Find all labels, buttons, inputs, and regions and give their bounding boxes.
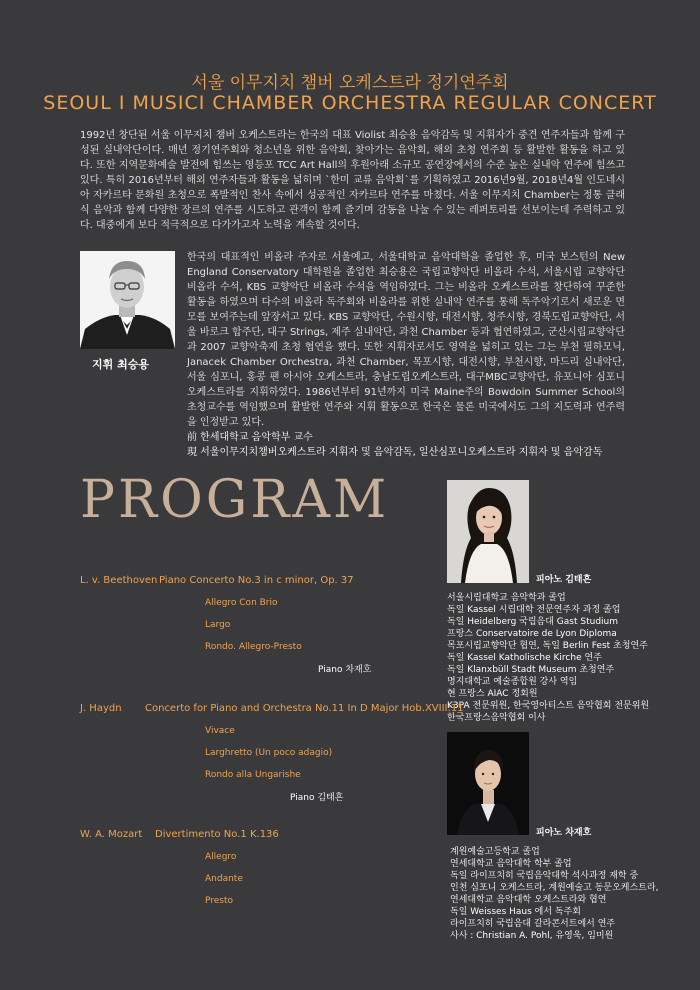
work-composer: L. v. Beethoven bbox=[80, 575, 158, 586]
pianist1-bio bbox=[447, 592, 682, 724]
work-title: Divertimento No.1 K.136 bbox=[155, 829, 279, 840]
pianist1-caption: 피아노 김태흔 bbox=[536, 575, 592, 585]
pianist2-photo bbox=[447, 732, 529, 835]
work-movement: Vivace bbox=[205, 726, 235, 736]
bio-line: 프랑스 Conservatoire de Lyon Diploma bbox=[447, 629, 617, 639]
bio-line: 인천 심포니 오케스트라, 계원예술고 동문오케스트라, bbox=[450, 883, 659, 893]
conductor-position-current: 現 서울이무지치챔버오케스트라 지휘자 및 음악감독, 일산심포니오케스트라 지휘자 및 음악감독 bbox=[187, 447, 603, 458]
program-heading: PROGRAM bbox=[80, 470, 390, 530]
bio-line: 한국프랑스음악협회 이사 bbox=[447, 713, 546, 723]
bio-line: 목포시립교향악단 협연, 독일 Berlin Fest 초청연주 bbox=[447, 641, 648, 651]
bio-line: 현 프랑스 AIAC 정회원 bbox=[447, 689, 538, 699]
conductor-caption: 지휘 최승용 bbox=[92, 358, 149, 371]
work-movement: Larghretto (Un poco adagio) bbox=[205, 748, 333, 758]
pianist2-caption: 피아노 차재호 bbox=[536, 828, 592, 838]
work-movement: Presto bbox=[205, 896, 234, 906]
conductor-bio bbox=[187, 250, 625, 460]
work-title: Concerto for Piano and Orchestra No.11 In D Major Hob.XVIII:11 bbox=[145, 703, 464, 714]
conductor-bio-text: 한국의 대표적인 비올라 주자로 서울예고, 서울대학교 음악대학을 졸업한 후, 미국 보스턴의 New England Conservatory 대학원을 졸업한 최승용은 국립교향악단 비올라 수석, 서울시립 교향악단 비올라 수석, KBS 교향악단 비올라 수석을 역임하였다. 그는 비올라 오케스트라를 창단하여 꾸준한 활동을 하였으며 다수의 비올라 독주회와 비올라를 위한 실내악 연주를 통해 독주악기로서 새로운 면모를 보여주는데 앞장서고 있다. KBS 교향악단, 수원시향, 대전시향, 청주시향, 경북도립교향악단, 서울 바로크 합주단, 대구 Strings, 제주 실내악단, 과천 Chamber 등과 협연하였고, 군산시립교향악단과 2007 교향악축제 초청 협연을 했다. 또한 지휘자로서도 영역을 넓히고 있는 그는 부천 필하모닉, Janacek Chamber Orchestra, 과천 Chamber, 목포시향, 대전시향, 부천시향, 마드리 실내악단, 서울 심포니, 홍콩 팬 아시아 오케스트라, 충남도립오케스트라, 대구MBC교향악단, 유포니아 심포니 오케스트라를 지휘하였다. 1986년부터 91년까지 미국 Maine주의 Bowdoin Summer School의 초청교수를 역임했으며 활발한 연주와 지휘 활동으로 한국은 물론 미국에서도 그의 지도력과 연주력을 인정받고 있다. bbox=[187, 252, 625, 428]
bio-line: 연세대학교 음악대학 학부 졸업 bbox=[450, 859, 572, 869]
concert-title-english: SEOUL I MUSICI CHAMBER ORCHESTRA REGULAR CONCERT bbox=[43, 92, 657, 114]
work-soloist: Piano 차재호 bbox=[318, 665, 372, 675]
bio-line: 사사 : Christian A. Pohl, 유영욱, 임미원 bbox=[450, 931, 614, 941]
work-movement: Allegro Con Brio bbox=[205, 598, 278, 608]
work-movement: Andante bbox=[205, 874, 243, 884]
work-movement: Allegro bbox=[205, 852, 237, 862]
work-title: Piano Concerto No.3 in c minor, Op. 37 bbox=[159, 575, 354, 586]
bio-line: 독일 라이프치히 국립음악대학 석사과정 재학 중 bbox=[450, 871, 639, 881]
bio-line: 독일 Weisses Haus 에서 독주회 bbox=[450, 907, 581, 917]
work-composer: J. Haydn bbox=[80, 703, 122, 714]
bio-line: 독일 Kassel Katholische Kirche 연주 bbox=[447, 653, 602, 663]
work-composer: W. A. Mozart bbox=[80, 829, 143, 840]
conductor-position-former: 前 한세대학교 음악학부 교수 bbox=[187, 432, 313, 443]
bio-line: 계원예술고등학교 졸업 bbox=[450, 847, 540, 857]
bio-line: 서울시립대학교 음악학과 졸업 bbox=[447, 593, 566, 603]
bio-line: 독일 Heidelberg 국립음대 Gast Studium bbox=[447, 617, 619, 627]
work-movement: Rondo. Allegro-Presto bbox=[205, 642, 302, 652]
bio-line: 독일 Kassel 시립대학 전문연주자 과정 졸업 bbox=[447, 605, 621, 615]
work-soloist: Piano 김태흔 bbox=[290, 793, 344, 803]
bio-line: 명지대학교 예술종합원 강사 역임 bbox=[447, 677, 578, 687]
orchestra-intro: 1992년 창단된 서울 이무지치 챔버 오케스트라는 한국의 대표 Violist 최승용 음악감독 및 지휘자가 중견 연주자들과 함께 구성된 실내악단이다. 매년 정기연주회와 청소년을 위한 음악회, 찾아가는 음악회, 해외 초청 연주회 등 활발한 활동을 하고 있다. 또한 지역문화예술 발전에 힘쓰는 영등포 TCC Art Hall의 후원아래 소규모 공연장에서의 수준 높은 실내악 연주에 힘쓰고 있다. 특히 2016년부터 해외 연주자들과 활동을 넓히며 `한미 교류 음악회`를 기획하였고 2016년9월, 2018년4월 인도네시아 자카르타 문화원 초청으로 폭발적인 찬사 속에서 성공적인 자카르타 연주를 마쳤다. 서울 이무지치 Chamber는 정통 클래식 음악과 함께 다양한 장르의 연주를 시도하고 관객이 함께 즐기며 감동을 나눌 수 있는 레퍼토리를 선보이는데 주력하고 있다. 대중에게 보다 적극적으로 다가가고자 노력을 계속할 것이다. bbox=[80, 130, 625, 231]
pianist2-bio bbox=[450, 846, 690, 942]
pianist1-photo bbox=[447, 480, 529, 583]
concert-title-korean: 서울 이무지치 챔버 오케스트라 정기연주회 bbox=[191, 73, 509, 93]
bio-line: K3PA 전문위원, 한국영아티스트 음악협회 전문위원 bbox=[447, 701, 650, 711]
conductor-photo bbox=[80, 251, 175, 349]
bio-line: 독일 Klanxbüll Stadt Museum 초청연주 bbox=[447, 665, 615, 675]
bio-line: 라이프치히 국립음대 갈라콘서트에서 연주 bbox=[450, 919, 616, 929]
work-movement: Largo bbox=[205, 620, 231, 630]
work-movement: Rondo alla Ungarishe bbox=[205, 770, 301, 780]
bio-line: 연세대학교 음악대학 오케스트라와 협연 bbox=[450, 895, 607, 905]
